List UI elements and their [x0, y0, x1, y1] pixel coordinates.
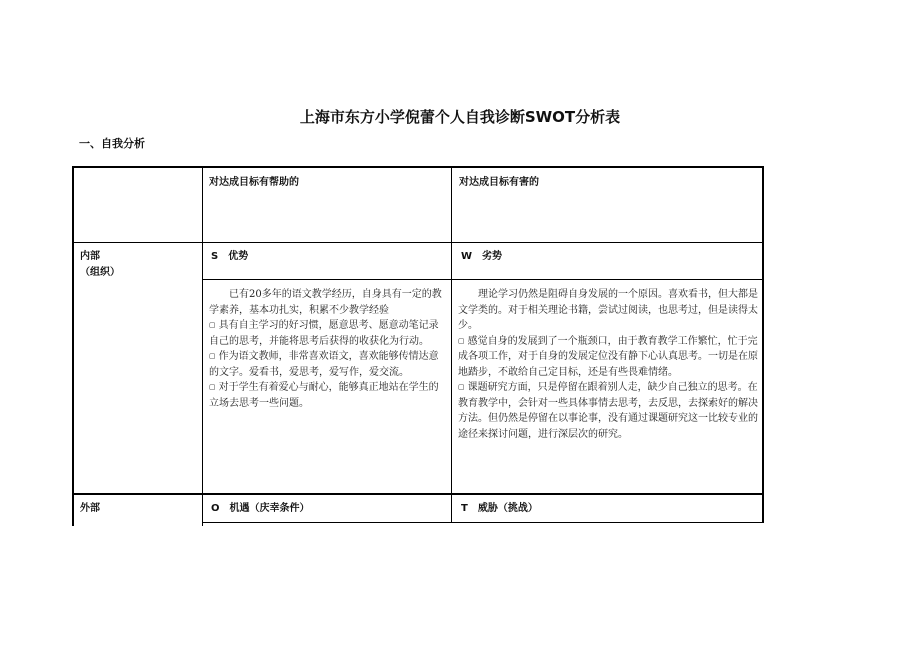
weaknesses-paragraph: 理论学习仍然是阻碍自身发展的一个原因。喜欢看书，但大都是文学类的。对于相关理论书籍，尝试过阅读，也思考过，但是读得太少。	[458, 289, 758, 331]
row-divider	[72, 493, 764, 495]
header-helpful: 对达成目标有帮助的	[209, 177, 299, 188]
table-top-border	[72, 166, 764, 168]
internal-label-line1: 内部	[80, 251, 100, 262]
external-label: 外部	[80, 503, 100, 514]
internal-label	[80, 249, 120, 280]
row-divider	[72, 242, 764, 243]
table-left-border	[72, 166, 74, 526]
weaknesses-bullet: ▢ 课题研究方面，只是停留在跟着别人走，缺少自己独立的思考。在教育教学中，会针对一些具体事情去思考，去反思，去探索好的解决方法。但仍然是停留在以事论事，没有通过课题研究这一比较专业的途径来探讨问题，进行深层次的研究。	[458, 380, 758, 442]
strengths-bullet: ▢ 作为语文教师，非常喜欢语文，喜欢能够传情达意的文字。爱看书，爱思考，爱写作，爱交流。	[209, 349, 445, 380]
strengths-bullet: ▢ 对于学生有着爱心与耐心，能够真正地站在学生的立场去思考一些问题。	[209, 380, 445, 411]
row-divider	[202, 279, 764, 280]
opportunities-label: O 机遇（庆幸条件）	[211, 503, 310, 514]
table-right-border	[762, 166, 764, 523]
strengths-bullet: ▢ 具有自主学习的好习惯，愿意思考、愿意动笔记录自己的思考，并能将思考后获得的收获化为行动。	[209, 318, 445, 349]
threats-label: T 威胁（挑战）	[461, 503, 538, 514]
row-divider	[202, 522, 764, 523]
column-divider	[451, 166, 452, 523]
weaknesses-content	[458, 287, 758, 442]
strengths-label: S 优势	[211, 251, 249, 262]
header-harmful: 对达成目标有害的	[459, 177, 539, 188]
column-divider	[202, 166, 203, 526]
document-title: 上海市东方小学倪蕾个人自我诊断SWOT分析表	[299, 108, 621, 126]
internal-label-line2: （组织）	[80, 266, 120, 278]
section-heading: 一、自我分析	[79, 137, 145, 150]
weaknesses-label: W 劣势	[461, 251, 503, 262]
strengths-paragraph: 已有20多年的语文教学经历，自身具有一定的教学素养，基本功扎实，积累不少教学经验	[209, 289, 442, 316]
strengths-content	[209, 287, 445, 411]
weaknesses-bullet: ▢ 感觉自身的发展到了一个瓶颈口，由于教育教学工作繁忙，忙于完成各项工作，对于自身的发展定位没有静下心认真思考。一切是在原地踏步，不敢给自己定目标，还是有些畏难情绪。	[458, 334, 758, 381]
